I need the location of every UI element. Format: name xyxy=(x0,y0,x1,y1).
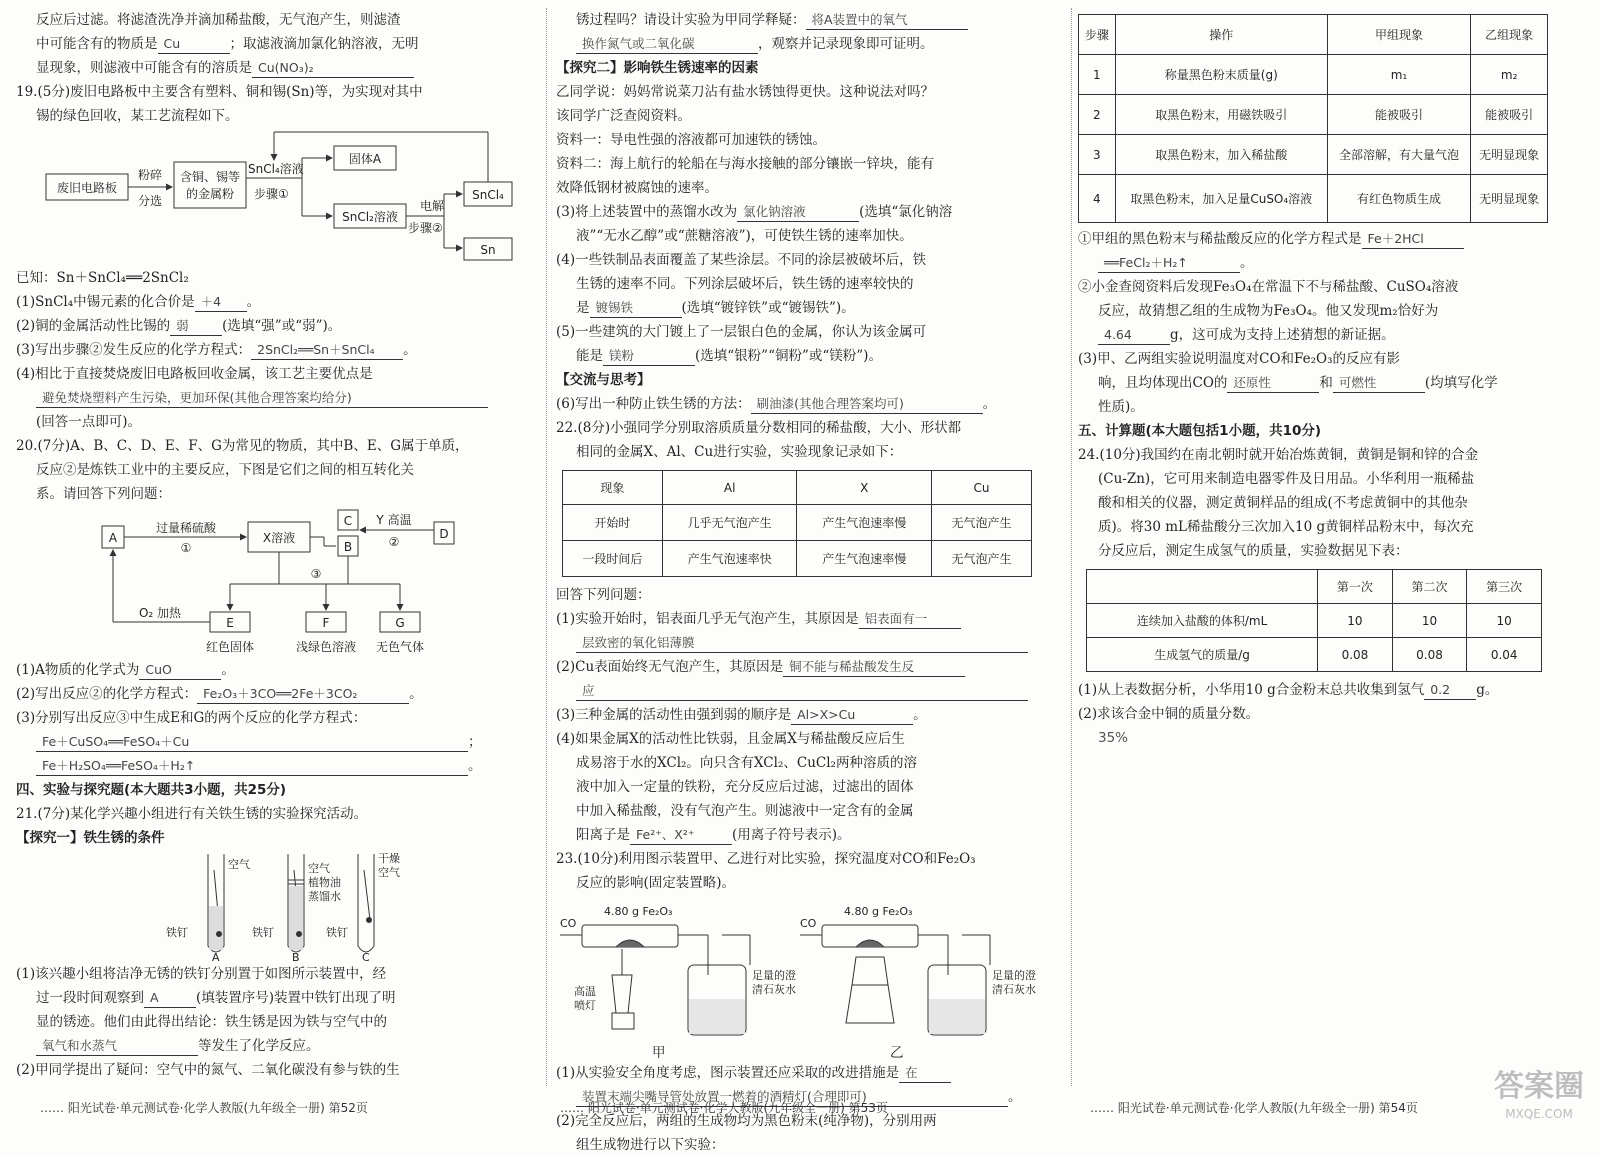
text-line: (1)A物质的化学式为 CuO 。 xyxy=(16,662,235,678)
table-header: 乙组现象 xyxy=(1471,15,1548,55)
text-line: ②小金查阅资料后发现Fe₃O₄在常温下不与稀盐酸、CuSO₄溶液 xyxy=(1078,279,1459,295)
page-footer: …… 阳光试卷·单元测试卷·化学人教版(九年级全一册) 第54页 xyxy=(1090,1101,1418,1115)
text-line: (6)写出一种防止铁生锈的方法： 刷油漆(其他合理答案均可) 。 xyxy=(556,396,997,412)
text-line: (3)分别写出反应③中生成E和G的两个反应的化学方程式： xyxy=(16,710,367,726)
text-line: (2)甲同学提出了疑问：空气中的氮气、二氧化碳没有参与铁的生 xyxy=(16,1062,400,1078)
text-line: 过一段时间观察到 A (填装置序号)装置中铁钉出现了明 xyxy=(36,990,396,1006)
table-cell: 无明显现象 xyxy=(1471,135,1548,175)
column-divider xyxy=(546,8,547,1086)
table-cell: 产生气泡速率快 xyxy=(662,541,797,577)
text-line: 液中加入一定量的铁粉，充分反应后过滤，过滤出的固体 xyxy=(576,779,914,795)
text-line xyxy=(16,386,538,410)
svg-text:足量的澄: 足量的澄 xyxy=(992,969,1036,982)
answer-blank: A xyxy=(144,989,196,1008)
table-cell: 0.08 xyxy=(1318,638,1393,672)
svg-text:浅绿色溶液: 浅绿色溶液 xyxy=(295,640,357,654)
table-cell: 取黑色粉末，加入足量CuSO₄溶液 xyxy=(1115,175,1327,223)
text-line: 效降低钢材被腐蚀的速率。 xyxy=(556,180,718,196)
table-cell: 能被吸引 xyxy=(1471,95,1548,135)
answer-blank: 4.64 xyxy=(1098,326,1170,345)
svg-text:空气: 空气 xyxy=(228,858,250,871)
text-line: (3)写出步骤②发生反应的化学方程式： 2SnCl₂══Sn＋SnCl₄ 。 xyxy=(16,342,417,358)
answer-blank: 弱 xyxy=(170,317,222,336)
co-reduction-apparatus xyxy=(556,895,1066,1041)
page-footer: …… 阳光试卷·单元测试卷·化学人教版(九年级全一册) 第52页 xyxy=(40,1101,368,1115)
table-header: 第三次 xyxy=(1467,570,1542,604)
answer-blank: ══FeCl₂＋H₂↑ xyxy=(1098,254,1240,273)
svg-text:红色固体: 红色固体 xyxy=(205,640,255,654)
answer-blank: Fe₂O₃＋3CO══2Fe＋3CO₂ xyxy=(197,685,409,704)
text-line: 质)。将30 mL稀盐酸分三次加入10 g黄铜样品粉末中，每次充 xyxy=(1098,519,1474,535)
svg-text:X溶液: X溶液 xyxy=(262,531,296,545)
svg-text:F: F xyxy=(322,616,330,630)
svg-text:A: A xyxy=(212,951,220,964)
text-line: 显现象，则滤液中可能含有的溶质是 Cu(NO₃)₂ xyxy=(16,56,538,80)
text-line: (1)SnCl₄中锡元素的化合价是 ＋4 。 xyxy=(16,294,261,310)
text-line: (1)从实验安全角度考虑，图示装置还应采取的改进措施是 在 xyxy=(556,1061,1066,1085)
svg-text:空气: 空气 xyxy=(308,862,330,875)
text-line: (2)写出反应②的化学方程式： Fe₂O₃＋3CO══2Fe＋3CO₂ 。 xyxy=(16,686,423,702)
substance-relation-diagram xyxy=(16,506,538,658)
svg-text:清石灰水: 清石灰水 xyxy=(992,983,1036,996)
recycle-flowchart xyxy=(16,128,538,260)
text-line: 响，且均体现出CO的 还原性 和 可燃性 (均填写化学 xyxy=(1098,375,1498,391)
apparatus-labels: 甲 乙 xyxy=(652,1045,904,1061)
text-line: (Cu-Zn)，它可用来制造电器零件及日用品。小华利用一瓶稀盐 xyxy=(1098,471,1475,487)
table-header xyxy=(1087,570,1318,604)
answer-blank: 刷油漆(其他合理答案均可) xyxy=(751,395,983,414)
text-line: 反应后过滤。将滤渣洗净并滴加稀盐酸，无气泡产生，则滤渣 xyxy=(36,12,401,28)
text-line: 能是 镁粉 (选填“银粉”“铜粉”或“镁粉”)。 xyxy=(576,348,882,364)
svg-text:无色气体: 无色气体 xyxy=(375,640,425,654)
svg-text:蒸馏水: 蒸馏水 xyxy=(308,890,341,903)
text-line: 反应，故猜想乙组的生成物为Fe₃O₄。他又发现m₂恰好为 xyxy=(1098,303,1439,319)
answer-blank: 层致密的氧化铝薄膜 xyxy=(576,634,1028,653)
text-line: 是 镀锡铁 (选填“镀锌铁”或“镀锡铁”)。 xyxy=(576,300,855,316)
text-line: (5)一些建筑的大门镀上了一层银白色的金属，你认为该金属可 xyxy=(556,324,927,340)
table-header: 操作 xyxy=(1115,15,1327,55)
svg-text:Y 高温: Y 高温 xyxy=(376,513,412,527)
sub-heading: 【探究二】影响铁生锈速率的因素 xyxy=(556,60,759,76)
text-line: 锈过程吗？请设计实验为甲同学释疑： 将A装置中的氧气 xyxy=(556,8,1066,32)
svg-text:足量的澄: 足量的澄 xyxy=(752,969,796,982)
svg-text:B: B xyxy=(292,951,300,964)
svg-text:空气: 空气 xyxy=(378,866,400,879)
svg-text:4.80 g Fe₂O₃: 4.80 g Fe₂O₃ xyxy=(604,905,673,918)
text-line: 相同的金属X、Al、Cu进行实验，实验现象记录如下： xyxy=(576,444,903,460)
svg-text:分选: 分选 xyxy=(137,194,163,208)
table-cell: 0.04 xyxy=(1467,638,1542,672)
table-header: 第二次 xyxy=(1392,570,1467,604)
table-cell: 连续加入盐酸的体积/mL xyxy=(1087,604,1318,638)
black-powder-experiment-table xyxy=(1078,14,1548,223)
svg-text:步骤②: 步骤② xyxy=(408,221,443,235)
question-20: 20.(7分)A、B、C、D、E、F、G为常见的物质，其中B、E、G属于单质， xyxy=(16,438,469,454)
text-line: 装置末端尖嘴导管处放置一燃着的酒精灯(合理即可) 。 xyxy=(556,1085,1066,1109)
question-24: 24.(10分)我国约在南北朝时就开始冶炼黄铜，黄铜是铜和锌的合金 xyxy=(1078,447,1479,463)
svg-text:CO: CO xyxy=(560,917,577,930)
svg-text:E: E xyxy=(226,616,234,630)
answer-blank: Fe²⁺、X²⁺ xyxy=(630,826,732,845)
table-cell: 10 xyxy=(1318,604,1393,638)
question-21: 21.(7分)某化学兴趣小组进行有关铁生锈的实验探究活动。 xyxy=(16,806,368,822)
flow-box-board: 废旧电路板 xyxy=(56,181,118,195)
answer-blank: 氯化钠溶液 xyxy=(737,203,859,222)
text-line: 液”“无水乙醇”或“蔗糖溶液”)，可使铁生锈的速率加快。 xyxy=(576,228,913,244)
text-line: (1)该兴趣小组将洁净无锈的铁钉分别置于如图所示装置中，经 xyxy=(16,966,387,982)
answer-blank: 在 xyxy=(899,1064,951,1083)
text-line: (1)从上表数据分析，小华用10 g合金粉末总共收集到氢气 0.2 g。 xyxy=(1078,682,1499,698)
section-heading: 四、实验与探究题(本大题共3小题，共25分) xyxy=(16,782,287,798)
text-line: Fe＋H₂SO₄══FeSO₄＋H₂↑ 。 xyxy=(16,754,538,778)
text-line: 4.64 g，这可成为支持上述猜想的新证据。 xyxy=(1078,323,1588,347)
text-line: 性质)。 xyxy=(1098,399,1144,415)
table-cell: 2 xyxy=(1079,95,1116,135)
svg-text:4.80 g Fe₂O₃: 4.80 g Fe₂O₃ xyxy=(844,905,913,918)
svg-text:SnCl₂溶液: SnCl₂溶液 xyxy=(342,210,398,224)
answer-blank: 将A装置中的氧气 xyxy=(806,11,968,30)
svg-text:过量稀硫酸: 过量稀硫酸 xyxy=(155,521,217,535)
answer-blank: 氧气和水蒸气 xyxy=(36,1037,198,1056)
table-cell: 10 xyxy=(1467,604,1542,638)
svg-text:②: ② xyxy=(388,535,400,549)
text-line: 资料一：导电性强的溶液都可加速铁的锈蚀。 xyxy=(556,132,826,148)
table-cell: 开始时 xyxy=(563,505,663,541)
table-cell: 1 xyxy=(1079,55,1116,95)
table-header: 现象 xyxy=(563,471,663,505)
question-22: 22.(8分)小强同学分别取溶质质量分数相同的稀盐酸，大小、形状都 xyxy=(556,420,962,436)
text-line: (3)甲、乙两组实验说明温度对CO和Fe₂O₃的反应有影 xyxy=(1078,351,1401,367)
text-line: (4)一些铁制品表面覆盖了某些涂层。不同的涂层被破坏后，铁 xyxy=(556,252,927,268)
page-52-column xyxy=(16,8,538,1092)
answer-blank: Cu(NO₃)₂ xyxy=(252,59,414,78)
svg-text:SnCl₄: SnCl₄ xyxy=(472,188,504,202)
table-cell: 取黑色粉末，用磁铁吸引 xyxy=(1115,95,1327,135)
svg-text:A: A xyxy=(108,531,118,545)
svg-text:D: D xyxy=(439,527,449,541)
question-23: 23.(10分)利用图示装置甲、乙进行对比实验，探究温度对CO和Fe₂O₃ xyxy=(556,851,976,867)
section-heading: 五、计算题(本大题包括1小题，共10分) xyxy=(1078,423,1322,439)
text-line: 生锈的速率不同。下列涂层破坏后，铁生锈的速率较快的 xyxy=(576,276,914,292)
table-cell: 称量黑色粉末质量(g) xyxy=(1115,55,1327,95)
svg-text:B: B xyxy=(343,540,353,554)
handwritten-answer: 35% xyxy=(1098,730,1129,746)
answer-blank: 换作氮气或二氧化碳 xyxy=(576,35,758,54)
answer-blank: 装置末端尖嘴导管处放置一燃着的酒精灯(合理即可) xyxy=(576,1088,1008,1107)
table-cell: 能被吸引 xyxy=(1327,95,1470,135)
table-cell: 几乎无气泡产生 xyxy=(662,505,797,541)
column-divider xyxy=(1071,8,1072,1086)
answer-blank: 还原性 xyxy=(1227,374,1319,393)
text-line xyxy=(556,631,1066,655)
table-cell: 4 xyxy=(1079,175,1116,223)
text-line: 系。请回答下列问题： xyxy=(36,486,171,502)
text-line: Fe＋CuSO₄══FeSO₄＋Cu ； xyxy=(16,730,538,754)
svg-text:铁钉: 铁钉 xyxy=(326,926,348,939)
svg-text:植物油: 植物油 xyxy=(308,876,341,889)
text-line: (2)铜的金属活动性比锡的 弱 (选填“强”或“弱”)。 xyxy=(16,318,342,334)
svg-text:粉碎: 粉碎 xyxy=(137,168,163,182)
svg-text:高温: 高温 xyxy=(574,985,596,998)
svg-text:CO: CO xyxy=(800,917,817,930)
answer-blank: CuO xyxy=(139,661,221,680)
text-line: 回答下列问题： xyxy=(556,587,651,603)
text-line: (3)将上述装置中的蒸馏水改为 氯化钠溶液 (选填“氯化钠溶 xyxy=(556,204,953,220)
text-line: 锡的绿色回收，某工艺流程如下。 xyxy=(36,108,239,124)
text-line: 酸和相关的仪器，测定黄铜样品的组成(不考虑黄铜中的其他杂 xyxy=(1098,495,1468,511)
text-line: 该同学广泛查阅资料。 xyxy=(556,108,691,124)
page-footer: …… 阳光试卷·单元测试卷·化学人教版(九年级全一册) 第53页 xyxy=(560,1101,888,1115)
sub-heading: 【探究一】铁生锈的条件 xyxy=(16,830,165,846)
table-cell: 一段时间后 xyxy=(563,541,663,577)
text-line: 成易溶于水的XCl₂。向只含有XCl₂、CuCl₂两种溶质的溶 xyxy=(576,755,917,771)
known-equation: 已知：Sn＋SnCl₄══2SnCl₂ xyxy=(16,270,189,286)
answer-blank: Al>X>Cu xyxy=(791,706,913,725)
table-cell: 3 xyxy=(1079,135,1116,175)
metal-reaction-table xyxy=(562,470,1032,577)
text-line: (2)求该合金中铜的质量分数。 xyxy=(1078,706,1260,722)
svg-text:含铜、锡等: 含铜、锡等 xyxy=(179,170,241,184)
table-header: Al xyxy=(662,471,797,505)
answer-blank: 2SnCl₂══Sn＋SnCl₄ xyxy=(251,341,403,360)
text-line: (4)如果金属X的活动性比铁弱，且金属X与稀盐酸反应后生 xyxy=(556,731,905,747)
answer-blank: 应 xyxy=(576,682,1028,701)
svg-text:步骤①: 步骤① xyxy=(254,187,289,201)
table-cell: 0.08 xyxy=(1392,638,1467,672)
text-line: 氧气和水蒸气 等发生了化学反应。 xyxy=(16,1034,538,1058)
text-line: (1)实验开始时，铝表面几乎无气泡产生，其原因是 铝表面有一 xyxy=(556,607,1066,631)
answer-blank: 铜不能与稀盐酸发生反 xyxy=(783,658,965,677)
svg-text:G: G xyxy=(395,616,405,630)
answer-blank: 镁粉 xyxy=(603,347,695,366)
answer-blank: 可燃性 xyxy=(1333,374,1425,393)
table-cell: 无明显现象 xyxy=(1471,175,1548,223)
svg-text:Sn: Sn xyxy=(480,243,496,257)
svg-text:固体A: 固体A xyxy=(348,152,382,166)
text-line: 分反应后，测定生成氢气的质量，实验数据见下表： xyxy=(1098,543,1409,559)
text-line xyxy=(556,679,1066,703)
table-cell: m₂ xyxy=(1471,55,1548,95)
question-19: 19.(5分)废旧电路板中主要含有塑料、铜和锡(Sn)等，为实现对其中 xyxy=(16,84,423,100)
svg-text:的金属粉: 的金属粉 xyxy=(185,187,235,201)
text-line: (2)完全反应后，两组的生成物均为黑色粉末(纯净物)，分别用两 xyxy=(556,1113,937,1129)
site-watermark: 答案圈 MXQE.COM xyxy=(1494,1069,1584,1121)
text-line: (4)相比于直接焚烧废旧电路板回收金属，该工艺主要优点是 xyxy=(16,366,373,382)
table-cell: 产生气泡速率慢 xyxy=(797,541,932,577)
svg-text:喷灯: 喷灯 xyxy=(574,999,596,1012)
text-line: 反应的影响(固定装置略)。 xyxy=(576,875,736,891)
table-header: X xyxy=(797,471,932,505)
table-cell: 有红色物质生成 xyxy=(1327,175,1470,223)
svg-text:铁钉: 铁钉 xyxy=(166,926,188,939)
sub-heading: 【交流与思考】 xyxy=(556,372,651,388)
answer-blank: Fe＋CuSO₄══FeSO₄＋Cu xyxy=(36,733,468,752)
answer-blank: Fe＋2HCl xyxy=(1362,230,1464,249)
table-header: 步骤 xyxy=(1079,15,1116,55)
text-line: 阳离子是 Fe²⁺、X²⁺ (用离子符号表示)。 xyxy=(576,827,851,843)
text-line: 组生成物进行以下实验： xyxy=(576,1137,725,1153)
answer-blank: 0.2 xyxy=(1424,681,1476,700)
svg-text:铁钉: 铁钉 xyxy=(252,926,274,939)
answer-blank: 铝表面有一 xyxy=(859,610,961,629)
table-cell: 全部溶解，有大量气泡 xyxy=(1327,135,1470,175)
text-line: (回答一点即可)。 xyxy=(36,414,142,430)
rust-test-tubes xyxy=(16,850,538,962)
table-cell: 10 xyxy=(1392,604,1467,638)
table-cell: 取黑色粉末，加入稀盐酸 xyxy=(1115,135,1327,175)
svg-text:③: ③ xyxy=(310,567,322,581)
answer-blank: 镀锡铁 xyxy=(590,299,682,318)
text-line: ①甲组的黑色粉末与稀盐酸反应的化学方程式是 Fe＋2HCl xyxy=(1078,227,1588,251)
text-line: 中可能含有的物质是 Cu ；取滤液滴加氯化钠溶液，无明 xyxy=(36,36,419,52)
answer-blank: Cu xyxy=(158,35,230,54)
table-header: 甲组现象 xyxy=(1327,15,1470,55)
svg-text:C: C xyxy=(343,514,353,528)
svg-text:电解: 电解 xyxy=(420,199,445,213)
table-header: 第一次 xyxy=(1318,570,1393,604)
svg-text:①: ① xyxy=(180,541,192,555)
svg-text:干燥: 干燥 xyxy=(378,852,400,865)
text-line: (3)三种金属的活动性由强到弱的顺序是 Al>X>Cu 。 xyxy=(556,707,927,723)
table-cell: 产生气泡速率慢 xyxy=(797,505,932,541)
text-line: (2)Cu表面始终无气泡产生，其原因是 铜不能与稀盐酸发生反 xyxy=(556,655,1066,679)
answer-blank: 避免焚烧塑料产生污染，更加环保(其他合理答案均给分) xyxy=(36,389,488,408)
table-cell: 生成氢气的质量/g xyxy=(1087,638,1318,672)
text-line: 显的锈迹。他们由此得出结论：铁生锈是因为铁与空气中的 xyxy=(36,1014,387,1030)
svg-text:SnCl₄溶液: SnCl₄溶液 xyxy=(248,162,304,176)
answer-blank: Fe＋H₂SO₄══FeSO₄＋H₂↑ xyxy=(36,757,468,776)
table-cell: 无气泡产生 xyxy=(932,505,1032,541)
svg-text:C: C xyxy=(362,951,370,964)
table-header: Cu xyxy=(932,471,1032,505)
page-54-column xyxy=(1078,8,1588,1092)
text-line: 换作氮气或二氧化碳 ，观察并记录现象即可证明。 xyxy=(556,32,1066,56)
text-line: 乙同学说：妈妈常说菜刀沾有盐水锈蚀得更快。这种说法对吗？ xyxy=(556,84,934,100)
text-line: 中加入稀盐酸，没有气泡产生。则滤液中一定含有的金属 xyxy=(576,803,914,819)
text-line: 资料二：海上航行的轮船在与海水接触的部分镶嵌一锌块，能有 xyxy=(556,156,934,172)
hydrogen-data-table xyxy=(1086,569,1542,672)
table-cell: 无气泡产生 xyxy=(932,541,1032,577)
text-line: 反应②是炼铁工业中的主要反应，下图是它们之间的相互转化关 xyxy=(36,462,414,478)
answer-blank: ＋4 xyxy=(195,293,247,312)
svg-text:清石灰水: 清石灰水 xyxy=(752,983,796,996)
svg-text:O₂ 加热: O₂ 加热 xyxy=(138,606,182,620)
table-cell: m₁ xyxy=(1327,55,1470,95)
text-line: ══FeCl₂＋H₂↑ 。 xyxy=(1078,251,1588,275)
